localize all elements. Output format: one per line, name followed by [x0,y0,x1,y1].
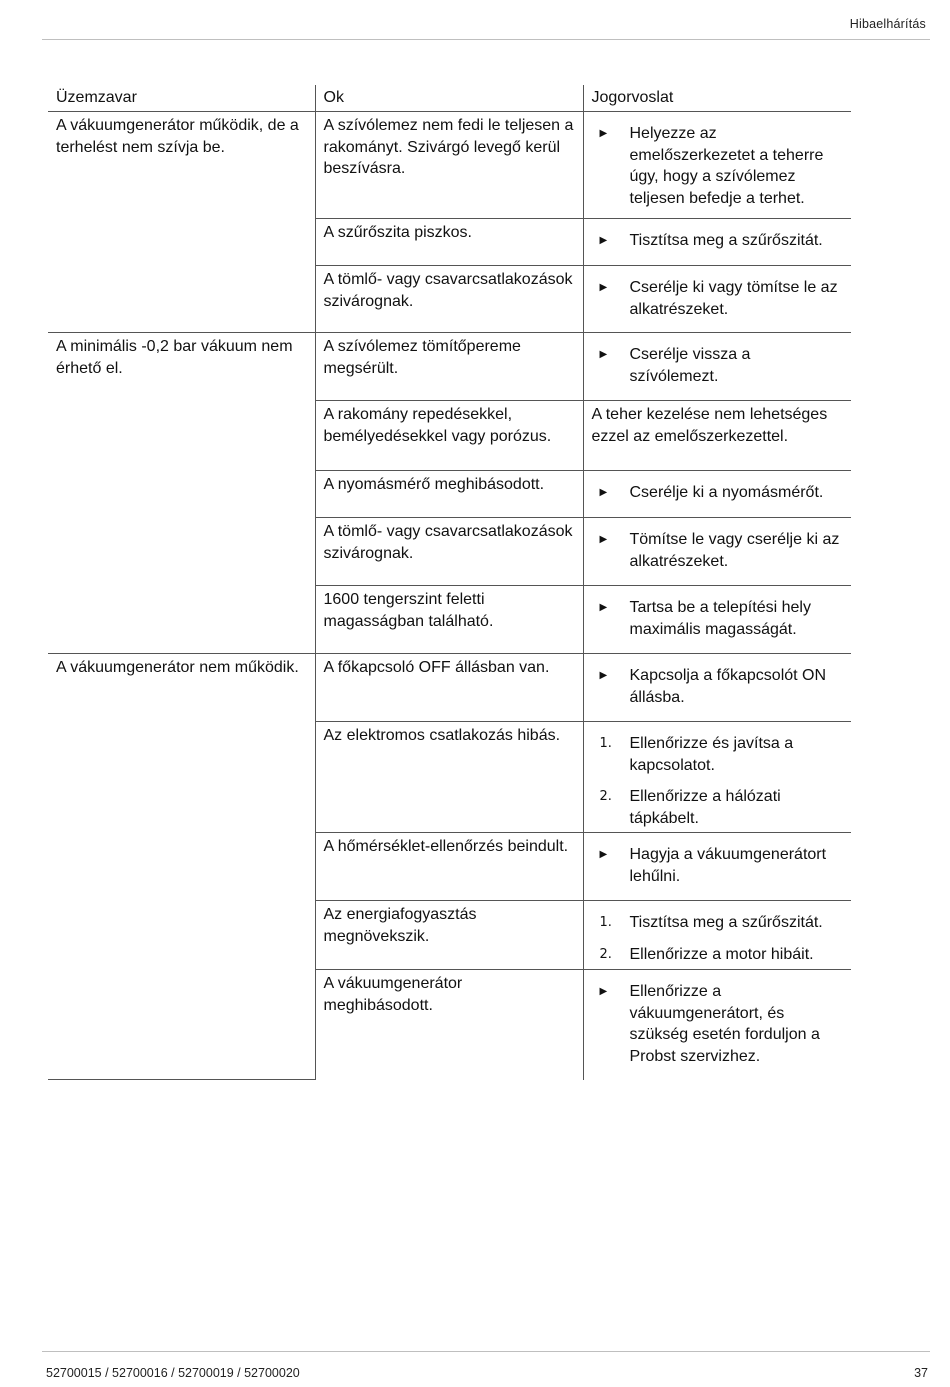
remedy-step [592,912,844,934]
page-header-title: Hibaelhárítás [849,17,926,31]
table-row [48,654,851,722]
triangle-right-icon: ▶ [599,487,608,498]
cause-cell: A vákuumgenerátor meghibásodott. [315,970,583,1080]
remedy-text: Tartsa be a telepítési hely maximális magasságát. [629,599,811,638]
remedy-step [592,597,844,640]
cause-cell: A hőmérséklet-ellenőrzés beindult. [315,833,583,901]
step-number: 1. [599,915,612,930]
remedy-step [592,482,844,504]
remedy-cell [583,112,851,219]
step-number: 2. [599,789,612,804]
remedy-cell [583,722,851,833]
remedy-text: A teher kezelése nem lehetséges ezzel az emelőszerkezettel. [591,406,828,445]
remedy-cell [583,471,851,518]
header-divider [42,39,930,40]
fault-cell: A vákuumgenerátor működik, de a terhelést nem szívja be. [48,112,315,333]
triangle-right-icon: ▶ [599,235,608,246]
remedy-step [592,944,844,966]
document-numbers: 52700015 / 52700016 / 52700019 / 52700020 [46,1366,300,1380]
remedy-text: Cserélje ki vagy tömítse le az alkatrészeket. [629,279,838,318]
remedy-cell [583,970,851,1080]
triangle-right-icon: ▶ [599,670,608,681]
remedy-cell [583,333,851,401]
triangle-right-icon: ▶ [599,986,608,997]
remedy-text: Ellenőrizze a vákuumgenerátort, és szükség esetén forduljon a Probst szervizhez. [629,983,820,1065]
cause-cell: A főkapcsoló OFF állásban van. [315,654,583,722]
cause-cell: A tömlő- vagy csavarcsatlakozások szivárognak. [315,266,583,333]
remedy-cell [583,219,851,266]
remedy-text: Ellenőrizze a motor hibáit. [629,945,814,963]
cause-cell: A szívólemez nem fedi le teljesen a rakományt. Szivárgó levegő kerül beszívásra. [315,112,583,219]
remedy-step [592,665,844,708]
remedy-text: Helyezze az emelőszerkezetet a teherre úgy, hogy a szívólemez teljesen befedje a terhet. [629,125,824,207]
remedy-step [592,844,844,887]
remedy-step [592,344,844,387]
triangle-right-icon: ▶ [599,282,608,293]
fault-cell: A minimális -0,2 bar vákuum nem érhető el. [48,333,315,654]
cause-cell: A tömlő- vagy csavarcsatlakozások szivárognak. [315,518,583,586]
column-header-remedy: Jogorvoslat [583,85,851,112]
triangle-right-icon: ▶ [599,128,608,139]
remedy-step [592,123,844,209]
cause-cell: A szívólemez tömítőpereme megsérült. [315,333,583,401]
fault-cell: A vákuumgenerátor nem működik. [48,654,315,1080]
triangle-right-icon: ▶ [599,534,608,545]
remedy-cell [583,586,851,654]
triangle-right-icon: ▶ [599,849,608,860]
remedy-text: Hagyja a vákuumgenerátort lehűlni. [629,846,827,885]
remedy-text: Tömítse le vagy cserélje ki az alkatrészeket. [629,531,840,570]
remedy-text: Ellenőrizze és javítsa a kapcsolatot. [629,735,794,774]
remedy-cell [583,833,851,901]
remedy-text: Cserélje ki a nyomásmérőt. [629,484,824,501]
step-number: 1. [599,736,612,751]
cause-cell: Az elektromos csatlakozás hibás. [315,722,583,833]
triangle-right-icon: ▶ [599,602,608,613]
column-header-cause: Ok [315,85,583,112]
remedy-step [592,733,844,776]
troubleshooting-table [48,85,851,1080]
remedy-text: Tisztítsa meg a szűrőszitát. [629,232,823,249]
remedy-step [592,981,844,1067]
table-row [48,333,851,401]
remedy-cell [583,901,851,970]
cause-cell: A szűrőszita piszkos. [315,219,583,266]
remedy-text: Kapcsolja a főkapcsolót ON állásba. [629,667,827,706]
remedy-cell [583,401,851,471]
table-header-row [48,85,851,112]
cause-cell: Az energiafogyasztás megnövekszik. [315,901,583,970]
remedy-step [592,230,844,252]
step-number: 2. [599,946,612,962]
remedy-cell [583,266,851,333]
remedy-text: Ellenőrizze a hálózati tápkábelt. [629,788,781,827]
remedy-cell [583,654,851,722]
remedy-step [592,786,844,829]
remedy-step [592,529,844,572]
table-row [48,112,851,219]
cause-cell: A nyomásmérő meghibásodott. [315,471,583,518]
footer-divider [42,1351,930,1352]
triangle-right-icon: ▶ [599,349,608,360]
column-header-fault: Üzemzavar [48,85,315,112]
cause-cell: A rakomány repedésekkel, bemélyedésekkel vagy porózus. [315,401,583,471]
remedy-cell [583,518,851,586]
remedy-text: Cserélje vissza a szívólemezt. [629,346,751,385]
page-number: 37 [914,1366,928,1380]
remedy-text: Tisztítsa meg a szűrőszitát. [629,914,823,931]
cause-cell: 1600 tengerszint feletti magasságban található. [315,586,583,654]
remedy-step [592,277,844,320]
